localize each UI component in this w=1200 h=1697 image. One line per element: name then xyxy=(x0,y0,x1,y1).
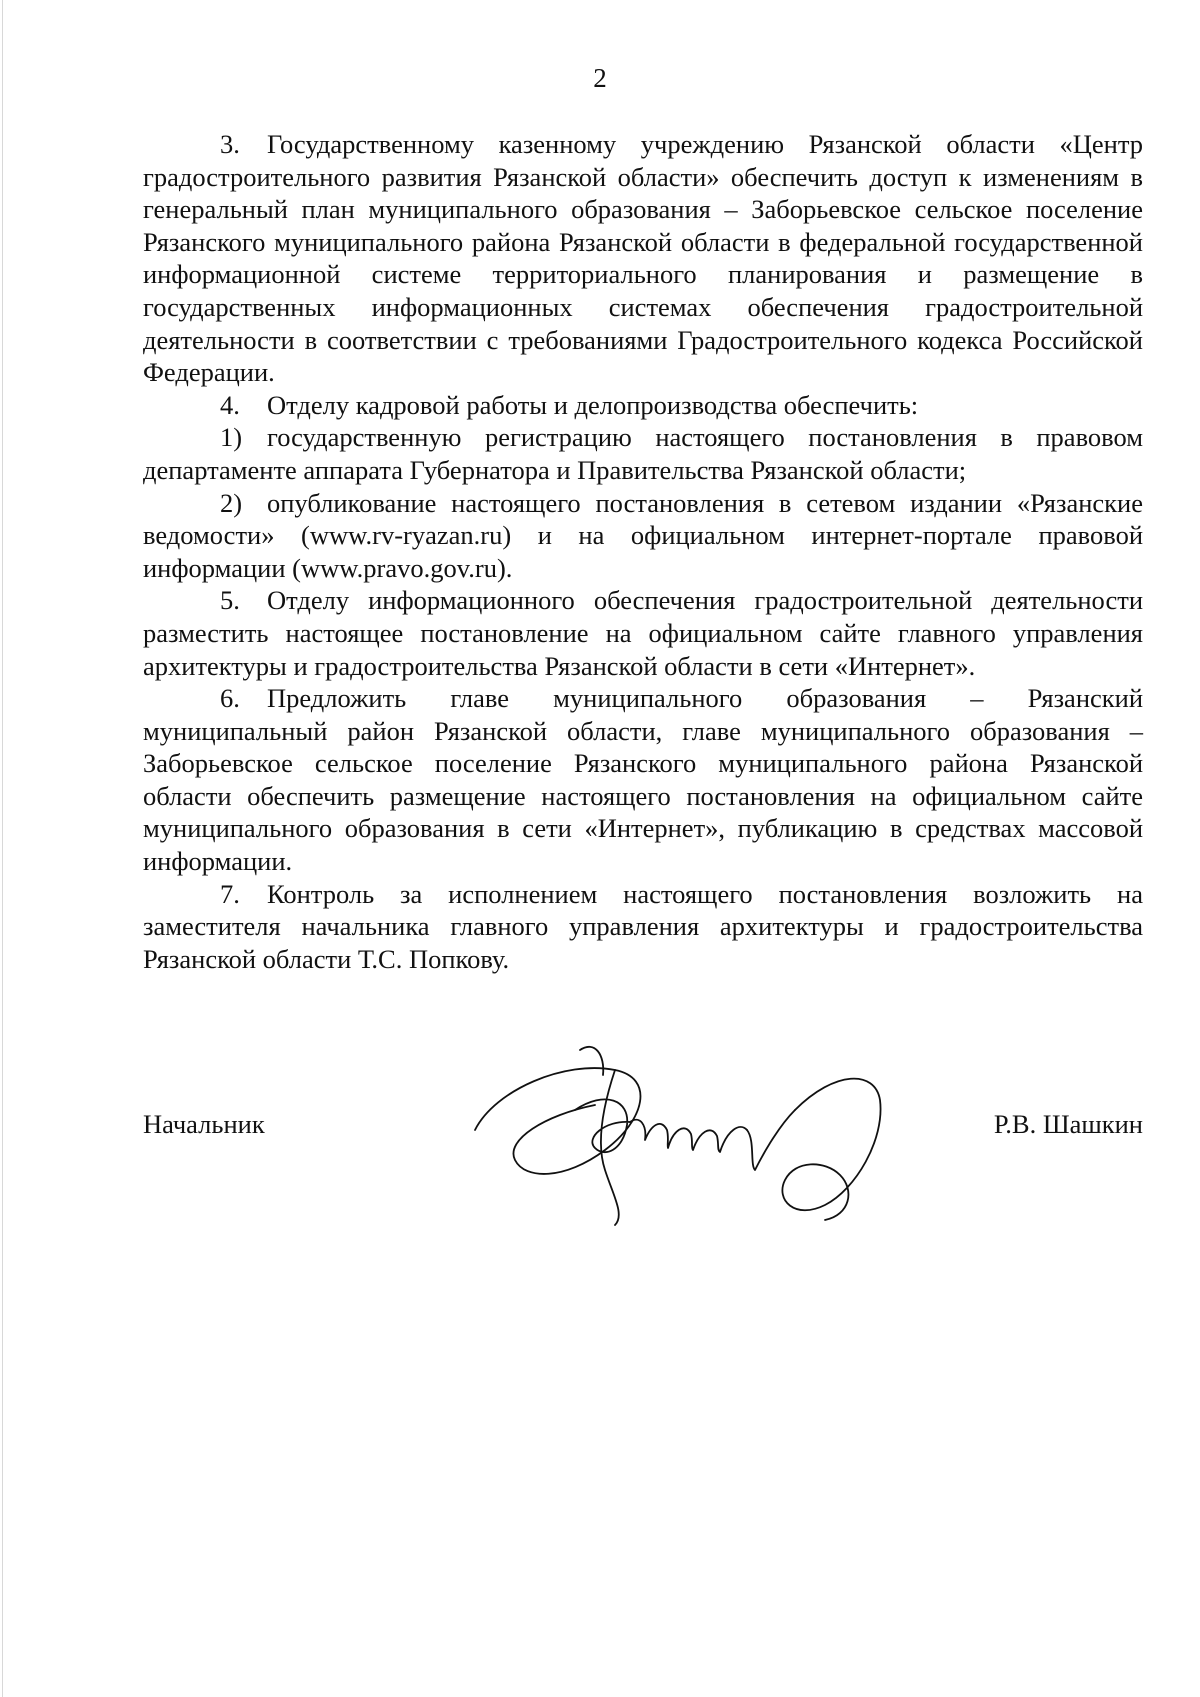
signer-name: Р.В. Шашкин xyxy=(993,1109,1143,1139)
paragraph-number: 1) xyxy=(220,422,243,453)
paragraph-4 xyxy=(143,389,1143,422)
paragraph-text: опубликование настоящего постановления в сетевом издании «Рязанские ведомости» (www.rv-ryazan.ru) и на официальном интернет-портале правовой информации (www.pravo.gov.ru). xyxy=(143,487,1143,583)
paragraph-number: 5. xyxy=(220,585,240,616)
paragraph-number: 4. xyxy=(220,389,240,420)
signer-title: Начальник xyxy=(143,1109,265,1139)
paragraph-text: Отделу информационного обеспечения градостроительной деятельности разместить настоящее постановление на официальном сайте главного управления архитектуры и градостроительства Рязанской области в сети «Интернет». xyxy=(143,585,1143,681)
paragraph-text: Отделу кадровой работы и делопроизводства обеспечить: xyxy=(267,389,919,420)
document-body xyxy=(143,128,1143,975)
paragraph-number: 6. xyxy=(220,683,240,714)
paragraph-text: Предложить главе муниципального образования – Рязанский муниципальный район Рязанской области, главе муниципального образования – Заборьевское сельское поселение Рязанского муниципального района Рязанской области обеспечить размещение настоящего постановления на официальном сайте муниципального образования в сети «Интернет», публикацию в средствах массовой информации. xyxy=(143,683,1143,877)
paragraph-4-1 xyxy=(143,421,1143,486)
paragraph-5 xyxy=(143,584,1143,682)
paragraph-text: Контроль за исполнением настоящего постановления возложить на заместителя начальника главного управления архитектуры и градостроительства Рязанской области Т.С. Попкову. xyxy=(143,878,1143,974)
handwritten-signature xyxy=(455,1030,915,1230)
paragraph-text: государственную регистрацию настоящего постановления в правовом департаменте аппарата Губернатора и Правительства Рязанской области; xyxy=(143,422,1143,485)
paragraph-4-2 xyxy=(143,487,1143,585)
paragraph-number: 7. xyxy=(220,878,240,909)
scan-edge-line xyxy=(2,0,3,1697)
paragraph-7 xyxy=(143,878,1143,976)
page-number: 2 xyxy=(593,63,607,93)
paragraph-6 xyxy=(143,682,1143,878)
paragraph-number: 3. xyxy=(220,129,240,159)
paragraph-text: Государственному казенному учреждению Рязанской области «Центр градостроительного развития Рязанской области» обеспечить доступ к изменениям в генеральный план муниципального образования – Заборьевское сельское поселение Рязанского муниципального района Рязанской области в федеральной государственной информационной системе территориального планирования и размещение в государственных информационных системах обеспечения градостроительной деятельности в соответствии с требованиями Градостроительного кодекса Российской Федерации. xyxy=(143,129,1143,388)
paragraph-3 xyxy=(143,128,1143,389)
paragraph-number: 2) xyxy=(220,487,243,518)
